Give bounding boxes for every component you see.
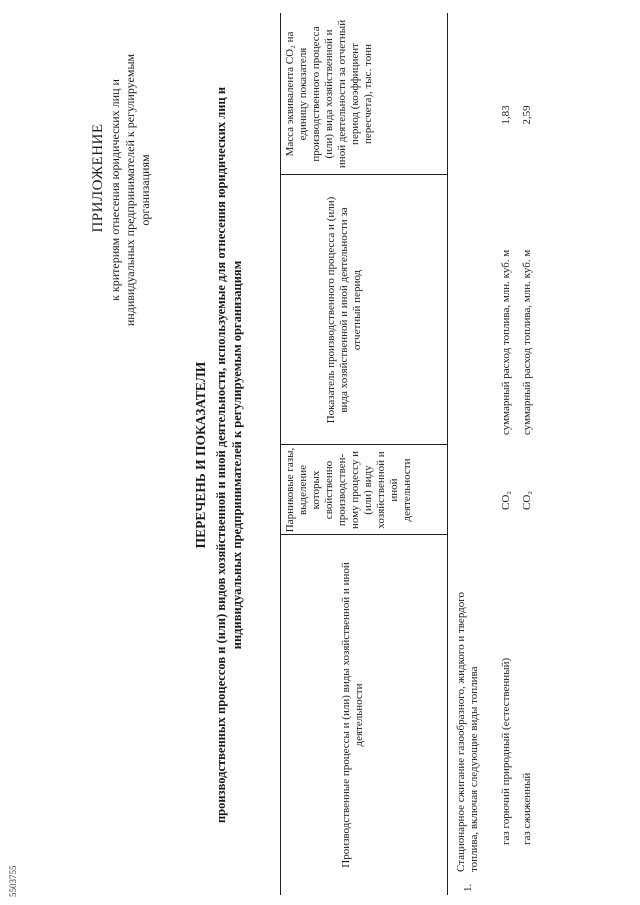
- row-gas: CO₂: [500, 490, 512, 510]
- document-subtitle: производственных процессов и (или) видов хозяйственной и иной деятельности, используемые для отнесения юридических лиц и индивидуальных предпринимателей к регулируемым организациям: [214, 86, 244, 824]
- appendix-title: ПРИЛОЖЕНИЕ: [90, 123, 106, 233]
- header-greenhouse-gas: Парниковые газы, выделение которых свойственно производствен-ному процессу и (или) виду хозяйственной и иной деятельности: [284, 447, 413, 533]
- row-gas: CO₂: [521, 490, 533, 510]
- header-co2-mass-factor: Масса эквивалента CO₂ на единицу показателя производственного процесса (или) вида хозяйственной и иной деятельности за отчетный период (коэффициент пересчета), тыс. тонн: [284, 19, 374, 169]
- column-divider: [280, 444, 448, 445]
- document-code: 5503755: [8, 865, 18, 897]
- section-title: Стационарное сжигание газообразного, жидкого и твердого топлива, включая следующие виды топлива: [455, 591, 480, 872]
- row-indicator: суммарный расход топлива, млн. куб. м: [521, 249, 533, 435]
- table-top-border: [280, 13, 281, 895]
- row-indicator: суммарный расход топлива, млн. куб. м: [500, 249, 512, 435]
- row-process: газ сжиженный: [521, 772, 533, 845]
- row-factor: 1,83: [500, 105, 512, 125]
- column-divider: [280, 174, 448, 175]
- row-process: газ горючий природный (естественный): [500, 657, 512, 845]
- header-process: Производственные процессы и (или) виды хозяйственной и иной деятельности: [340, 562, 365, 868]
- section-number: 1.: [462, 883, 474, 892]
- row-factor: 2,59: [521, 105, 533, 125]
- header-indicator: Показатель производственного процесса и (или) вида хозяйственной и иной деятельности за отчетный период: [325, 196, 363, 424]
- document-title: ПЕРЕЧЕНЬ И ПОКАЗАТЕЛИ: [193, 361, 208, 549]
- appendix-caption: к критериям отнесения юридических лиц и индивидуальных предпринимателей к регулируемым организациям: [108, 53, 152, 327]
- column-divider: [280, 534, 448, 535]
- table-header-bottom-border: [447, 13, 448, 895]
